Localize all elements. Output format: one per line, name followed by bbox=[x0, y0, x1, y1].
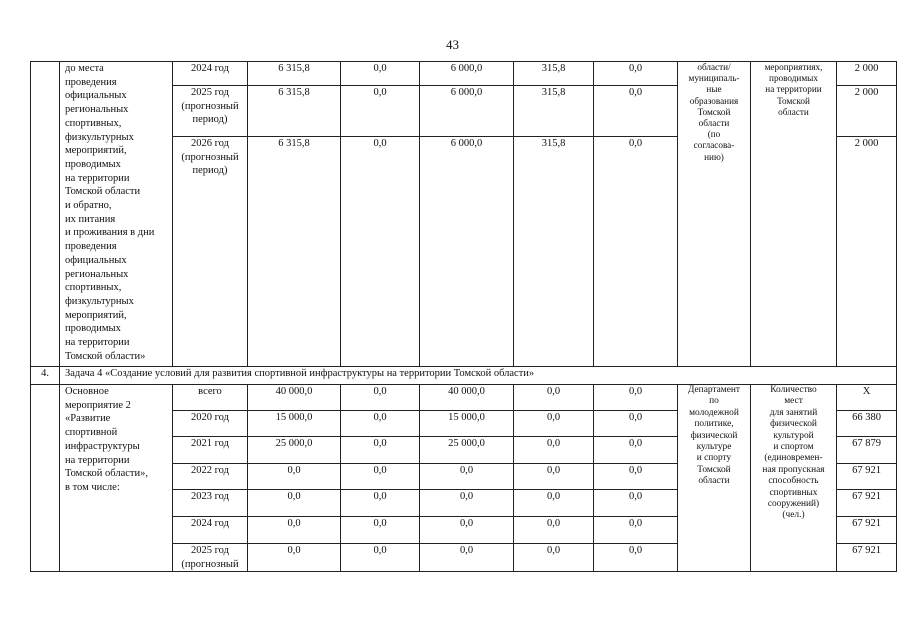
measure-name-line: проведения bbox=[65, 76, 117, 88]
executor-line: области bbox=[698, 476, 730, 487]
row-number-cell bbox=[31, 385, 60, 572]
executor-line: образования bbox=[689, 95, 739, 106]
executor-line: области/ bbox=[697, 62, 731, 72]
other-cell: 0,0 bbox=[594, 464, 678, 490]
year-label-line: 2020 год bbox=[191, 412, 229, 423]
indicator-value-cell: 67 921 bbox=[837, 464, 897, 490]
year-cell bbox=[173, 490, 248, 517]
year-label-line: 2025 год bbox=[191, 87, 229, 98]
year-label-line: 2023 год bbox=[191, 491, 229, 502]
regional-cell: 0,0 bbox=[420, 464, 514, 490]
executor-line: Томской bbox=[697, 464, 731, 475]
federal-cell: 0,0 bbox=[341, 86, 420, 137]
year-cell bbox=[173, 137, 248, 367]
measure-name-line: спортивных, bbox=[65, 117, 122, 129]
indicator-name-line: области bbox=[778, 106, 809, 117]
indicator-name-line: физической bbox=[770, 419, 817, 430]
measure-name-line: Томской области bbox=[65, 186, 141, 198]
indicator-value-cell: 2 000 bbox=[837, 137, 897, 367]
year-label-line: 2024 год bbox=[191, 518, 229, 529]
federal-cell: 0,0 bbox=[341, 544, 420, 572]
executor-line: молодежной bbox=[689, 407, 739, 418]
other-cell: 0,0 bbox=[594, 544, 678, 572]
indicator-value-cell: 67 921 bbox=[837, 544, 897, 572]
indicator-name-line: и спортом bbox=[773, 442, 814, 453]
table-row bbox=[31, 62, 897, 86]
measure-name-line: физкультурных bbox=[65, 131, 134, 143]
indicator-value-cell: Х bbox=[837, 385, 897, 411]
regional-cell: 6 000,0 bbox=[420, 62, 514, 86]
measure-name-line: и проживания в дни bbox=[65, 227, 155, 239]
local-cell: 0,0 bbox=[514, 437, 594, 464]
task-number-cell: 4. bbox=[31, 367, 60, 385]
regional-cell: 6 000,0 bbox=[420, 86, 514, 137]
executor-line: и спорту bbox=[696, 453, 732, 464]
executor-text bbox=[678, 62, 750, 163]
task-row bbox=[31, 367, 897, 385]
measure-name-line: мероприятий, bbox=[65, 309, 127, 321]
measure-name-cell bbox=[60, 385, 173, 572]
measure-name-line: проводимых bbox=[65, 158, 121, 170]
regional-cell: 40 000,0 bbox=[420, 385, 514, 411]
measure-name-line: Основное bbox=[65, 386, 109, 397]
year-label bbox=[173, 411, 247, 425]
table-row bbox=[31, 385, 897, 411]
indicator-name-line: культурой bbox=[773, 430, 814, 441]
federal-cell: 0,0 bbox=[341, 411, 420, 437]
executor-cell bbox=[678, 62, 751, 367]
year-label-line: (прогнозный bbox=[181, 558, 239, 570]
federal-cell: 0,0 bbox=[341, 62, 420, 86]
measure-name-text bbox=[65, 385, 170, 495]
total-cell: 6 315,8 bbox=[248, 137, 341, 367]
federal-cell: 0,0 bbox=[341, 464, 420, 490]
total-cell: 15 000,0 bbox=[248, 411, 341, 437]
year-label-line: всего bbox=[198, 386, 222, 397]
executor-line: нию) bbox=[704, 151, 724, 162]
measure-name-line: проводимых bbox=[65, 323, 121, 335]
other-cell: 0,0 bbox=[594, 86, 678, 137]
measure-name-line: в том числе: bbox=[65, 481, 120, 493]
executor-line: (по bbox=[707, 129, 721, 140]
executor-cell bbox=[678, 385, 751, 572]
indicator-value-cell: 67 921 bbox=[837, 517, 897, 544]
other-cell: 0,0 bbox=[594, 385, 678, 411]
measure-name-line: спортивной bbox=[65, 427, 118, 439]
measure-name-line: мероприятий, bbox=[65, 145, 127, 157]
year-label bbox=[173, 137, 247, 178]
other-cell: 0,0 bbox=[594, 437, 678, 464]
other-cell: 0,0 bbox=[594, 137, 678, 367]
measure-name-line: «Развитие bbox=[65, 413, 111, 425]
federal-cell: 0,0 bbox=[341, 137, 420, 367]
local-cell: 315,8 bbox=[514, 86, 594, 137]
local-cell: 0,0 bbox=[514, 464, 594, 490]
year-label-line: период) bbox=[192, 114, 228, 126]
executor-line: муниципаль- bbox=[688, 73, 740, 84]
year-cell bbox=[173, 62, 248, 86]
year-label bbox=[173, 385, 247, 399]
measure-name-line: Томской области» bbox=[65, 350, 146, 362]
total-cell: 40 000,0 bbox=[248, 385, 341, 411]
year-label-line: 2025 год bbox=[191, 545, 229, 556]
regional-cell: 0,0 bbox=[420, 490, 514, 517]
indicator-name-line: Количество bbox=[770, 385, 817, 395]
measure-name-line: официальных bbox=[65, 90, 127, 102]
measure-name-line: Томской области», bbox=[65, 468, 149, 480]
indicator-name-cell bbox=[751, 62, 837, 367]
measure-name-line: на территории bbox=[65, 454, 130, 466]
year-label-line: 2022 год bbox=[191, 465, 229, 476]
indicator-value-cell: 67 921 bbox=[837, 490, 897, 517]
local-cell: 315,8 bbox=[514, 137, 594, 367]
indicator-name-text bbox=[751, 385, 836, 522]
measure-name-line: региональных bbox=[65, 268, 129, 280]
executor-line: по bbox=[709, 396, 719, 407]
indicator-value-cell: 67 879 bbox=[837, 437, 897, 464]
regional-cell: 0,0 bbox=[420, 544, 514, 572]
regional-cell: 0,0 bbox=[420, 517, 514, 544]
year-label bbox=[173, 490, 247, 504]
year-cell bbox=[173, 517, 248, 544]
indicator-name-line: способность bbox=[768, 476, 819, 487]
executor-text bbox=[678, 385, 750, 488]
executor-line: Департамент bbox=[688, 385, 740, 395]
year-label bbox=[173, 62, 247, 76]
total-cell: 0,0 bbox=[248, 517, 341, 544]
other-cell: 0,0 bbox=[594, 62, 678, 86]
year-label-line: 2024 год bbox=[191, 63, 229, 74]
year-cell bbox=[173, 437, 248, 464]
year-label-line: 2026 год bbox=[191, 138, 229, 149]
executor-line: согласова- bbox=[693, 140, 735, 151]
measure-name-line: и обратно, bbox=[65, 200, 112, 212]
indicator-name-cell bbox=[751, 385, 837, 572]
page-number: 43 bbox=[446, 37, 459, 52]
local-cell: 315,8 bbox=[514, 62, 594, 86]
indicator-name-line: мест bbox=[784, 396, 803, 407]
year-label-line: (прогнозный bbox=[181, 151, 239, 163]
indicator-name-line: (единовремен- bbox=[764, 453, 823, 464]
year-cell bbox=[173, 544, 248, 572]
task-title-cell: Задача 4 «Создание условий для развития спортивной инфраструктуры на территории Томской области» bbox=[60, 367, 897, 385]
measure-name-line: спортивных, bbox=[65, 282, 122, 294]
year-label-line: период) bbox=[192, 165, 228, 177]
local-cell: 0,0 bbox=[514, 385, 594, 411]
indicator-name-line: Томской bbox=[777, 95, 810, 106]
measure-name-line: на территории bbox=[65, 172, 130, 184]
year-label bbox=[173, 86, 247, 127]
executor-line: ные bbox=[706, 84, 722, 95]
total-cell: 25 000,0 bbox=[248, 437, 341, 464]
other-cell: 0,0 bbox=[594, 517, 678, 544]
measure-name-line: региональных bbox=[65, 104, 129, 116]
regional-cell: 6 000,0 bbox=[420, 137, 514, 367]
total-cell: 0,0 bbox=[248, 490, 341, 517]
local-cell: 0,0 bbox=[514, 517, 594, 544]
measure-name-cell bbox=[60, 62, 173, 367]
other-cell: 0,0 bbox=[594, 411, 678, 437]
federal-cell: 0,0 bbox=[341, 490, 420, 517]
executor-line: культуре bbox=[696, 442, 732, 453]
other-cell: 0,0 bbox=[594, 490, 678, 517]
measure-name-line: на территории bbox=[65, 337, 130, 349]
federal-cell: 0,0 bbox=[341, 437, 420, 464]
executor-line: области bbox=[698, 118, 730, 129]
measure-name-text bbox=[65, 62, 170, 363]
regional-cell: 25 000,0 bbox=[420, 437, 514, 464]
budget-table-sheet bbox=[30, 61, 881, 572]
measure-name-line: их питания bbox=[65, 213, 116, 225]
indicator-name-line: на территории bbox=[765, 84, 822, 95]
local-cell: 0,0 bbox=[514, 490, 594, 517]
indicator-name-line: проводимых bbox=[769, 73, 818, 84]
indicator-name-line: для занятий bbox=[769, 407, 818, 418]
regional-cell: 15 000,0 bbox=[420, 411, 514, 437]
total-cell: 6 315,8 bbox=[248, 86, 341, 137]
total-cell: 0,0 bbox=[248, 544, 341, 572]
measure-name-line: физкультурных bbox=[65, 295, 134, 307]
measure-name-line: мероприятие 2 bbox=[65, 399, 131, 411]
executor-line: Томской bbox=[697, 106, 731, 117]
indicator-value-cell: 2 000 bbox=[837, 86, 897, 137]
year-label-line: (прогнозный bbox=[181, 100, 239, 112]
indicator-name-text bbox=[751, 62, 836, 118]
total-cell: 0,0 bbox=[248, 464, 341, 490]
indicator-name-line: спортивных bbox=[769, 487, 818, 498]
indicator-name-line: сооружений) bbox=[767, 499, 820, 510]
total-cell: 6 315,8 bbox=[248, 62, 341, 86]
indicator-name-line: (чел.) bbox=[782, 510, 805, 521]
measure-name-line: официальных bbox=[65, 254, 127, 266]
measure-name-line: инфраструктуры bbox=[65, 440, 140, 452]
year-cell bbox=[173, 464, 248, 490]
row-number-cell bbox=[31, 62, 60, 367]
year-cell bbox=[173, 411, 248, 437]
year-label bbox=[173, 437, 247, 451]
local-cell: 0,0 bbox=[514, 411, 594, 437]
executor-line: политике, bbox=[694, 419, 734, 430]
executor-line: физической bbox=[690, 430, 738, 441]
indicator-name-line: мероприятиях, bbox=[764, 62, 823, 72]
year-label bbox=[173, 544, 247, 571]
budget-table bbox=[30, 61, 897, 572]
year-cell bbox=[173, 385, 248, 411]
year-label bbox=[173, 464, 247, 478]
indicator-value-cell: 2 000 bbox=[837, 62, 897, 86]
federal-cell: 0,0 bbox=[341, 385, 420, 411]
indicator-value-cell: 66 380 bbox=[837, 411, 897, 437]
measure-name-line: до места bbox=[65, 63, 104, 74]
local-cell: 0,0 bbox=[514, 544, 594, 572]
year-label bbox=[173, 517, 247, 531]
year-cell bbox=[173, 86, 248, 137]
year-label-line: 2021 год bbox=[191, 438, 229, 449]
measure-name-line: проведения bbox=[65, 241, 117, 253]
federal-cell: 0,0 bbox=[341, 517, 420, 544]
indicator-name-line: ная пропускная bbox=[762, 464, 825, 475]
